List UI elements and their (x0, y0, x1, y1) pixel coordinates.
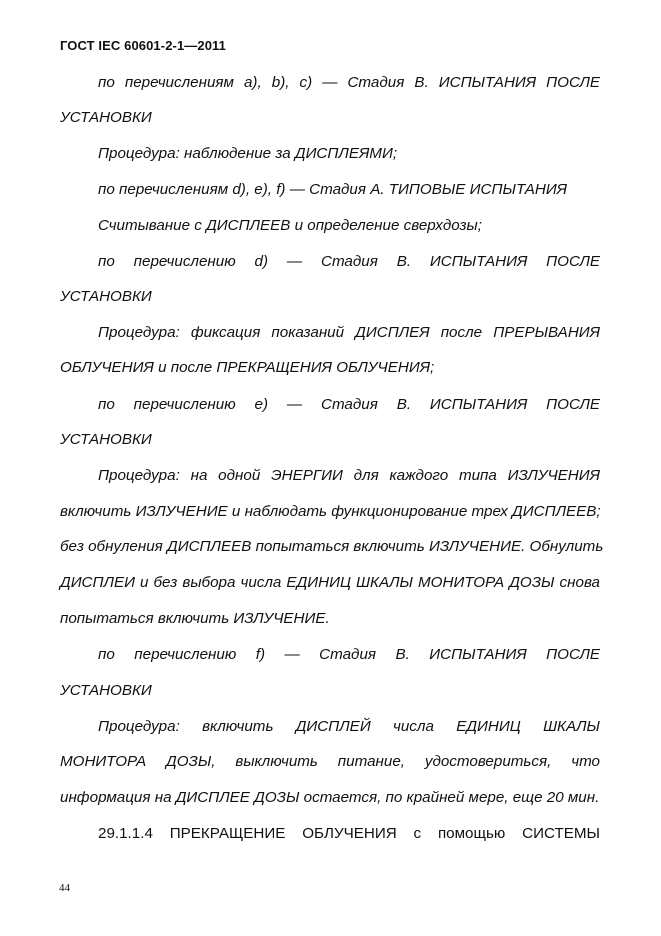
text-line: УСТАНОВКИ (60, 288, 152, 305)
text-line: по перечислению f) — Стадия В. ИСПЫТАНИЯ ПОСЛЕ (98, 646, 600, 663)
text-line: Процедура: на одной ЭНЕРГИИ для каждого типа ИЗЛУЧЕНИЯ (98, 467, 600, 484)
page-number: 44 (59, 882, 70, 894)
text-line: по перечислениям а), b), c) — Стадия В. ИСПЫТАНИЯ ПОСЛЕ (98, 74, 600, 91)
text-line: ДИСПЛЕИ и без выбора числа ЕДИНИЦ ШКАЛЫ МОНИТОРА ДОЗЫ снова (60, 574, 600, 591)
text-line: ОБЛУЧЕНИЯ и после ПРЕКРАЩЕНИЯ ОБЛУЧЕНИЯ; (60, 359, 435, 376)
text-line: информация на ДИСПЛЕЕ ДОЗЫ остается, по крайней мере, еще 20 мин. (60, 789, 600, 806)
text-line: Считывание с ДИСПЛЕЕВ и определение сверхдозы; (98, 217, 482, 234)
text-line: УСТАНОВКИ (60, 431, 152, 448)
text-line: попытаться включить ИЗЛУЧЕНИЕ. (60, 610, 330, 627)
text-line: по перечислению е) — Стадия В. ИСПЫТАНИЯ ПОСЛЕ (98, 396, 600, 413)
text-line: включить ИЗЛУЧЕНИЕ и наблюдать функционирование трех ДИСПЛЕЕВ; (60, 503, 601, 520)
document-header: ГОСТ IEC 60601-2-1—2011 (60, 38, 226, 53)
text-line: Процедура: фиксация показаний ДИСПЛЕЯ после ПРЕРЫВАНИЯ (98, 324, 600, 341)
text-line: по перечислениям d), e), f) — Стадия А. ТИПОВЫЕ ИСПЫТАНИЯ (98, 181, 568, 198)
text-line: МОНИТОРА ДОЗЫ, выключить питание, удостовериться, что (60, 753, 600, 770)
text-line: без обнуления ДИСПЛЕЕВ попытаться включить ИЗЛУЧЕНИЕ. Обнулить (60, 538, 604, 555)
text-line: по перечислению d) — Стадия В. ИСПЫТАНИЯ ПОСЛЕ (98, 253, 600, 270)
text-line: УСТАНОВКИ (60, 109, 152, 126)
text-line: Процедура: включить ДИСПЛЕЙ числа ЕДИНИЦ ШКАЛЫ (98, 718, 600, 735)
section-heading: 29.1.1.4 ПРЕКРАЩЕНИЕ ОБЛУЧЕНИЯ с помощью СИСТЕМЫ (98, 825, 600, 842)
text-line: Процедура: наблюдение за ДИСПЛЕЯМИ; (98, 145, 398, 162)
text-line: УСТАНОВКИ (60, 682, 152, 699)
